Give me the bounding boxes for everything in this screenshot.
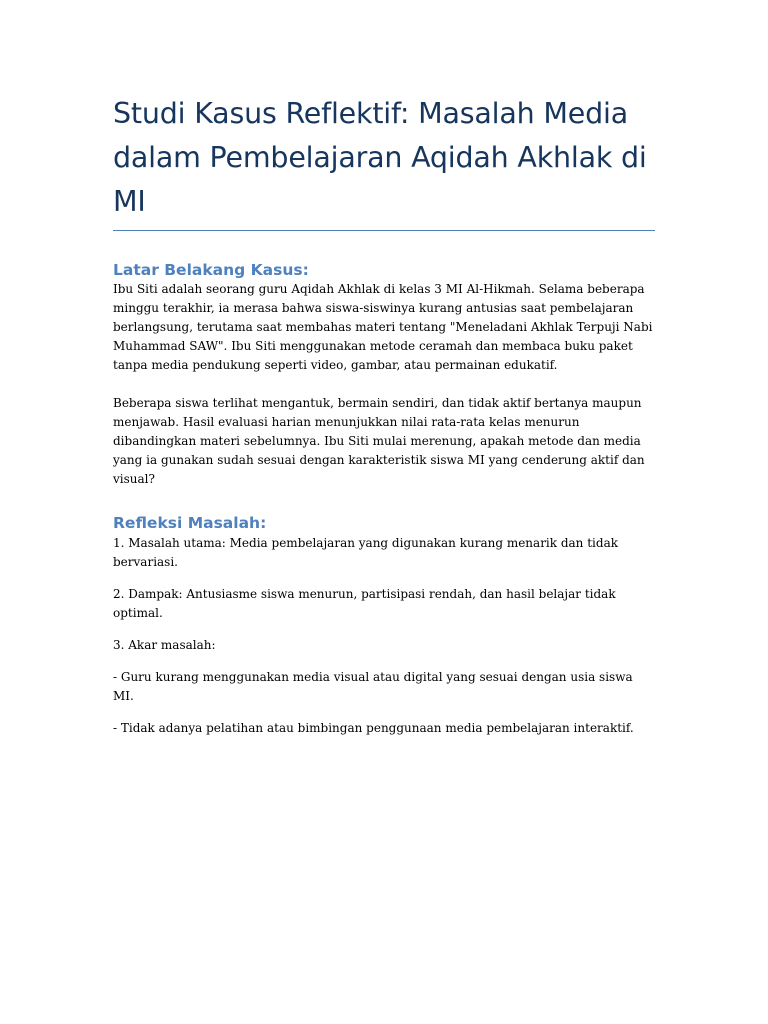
list-item: 2. Dampak: Antusiasme siswa menurun, partisipasi rendah, dan hasil belajar tidak optimal.: [113, 587, 616, 620]
section-heading-latar-belakang: Latar Belakang Kasus:: [113, 261, 309, 279]
document-title: Studi Kasus Reflektif: Masalah Media dalam Pembelajaran Aqidah Akhlak di MI: [113, 97, 647, 218]
list-item: 3. Akar masalah:: [113, 638, 216, 652]
section-latar-belakang: [113, 261, 655, 489]
list-item: - Tidak adanya pelatihan atau bimbingan penggunaan media pembelajaran interaktif.: [113, 721, 634, 735]
list-item: - Guru kurang menggunakan media visual atau digital yang sesuai dengan usia siswa MI.: [113, 670, 633, 703]
document-page: [113, 92, 655, 751]
paragraph-1: Ibu Siti adalah seorang guru Aqidah Akhlak di kelas 3 MI Al-Hikmah. Selama beberapa minggu terakhir, ia merasa bahwa siswa-siswinya kurang antusias saat pembelajaran berlangsung, terutama saat membahas materi tentang "Meneladani Akhlak Terpuji Nabi Muhammad SAW". Ibu Siti menggunakan metode ceramah dan membaca buku paket tanpa media pendukung seperti video, gambar, atau permainan edukatif.: [113, 282, 653, 372]
list-item: 1. Masalah utama: Media pembelajaran yang digunakan kurang menarik dan tidak bervariasi.: [113, 536, 618, 569]
refleksi-list: [113, 534, 655, 738]
section-refleksi-masalah: [113, 514, 655, 738]
paragraph-2: Beberapa siswa terlihat mengantuk, bermain sendiri, dan tidak aktif bertanya maupun menjawab. Hasil evaluasi harian menunjukkan nilai rata-rata kelas menurun dibandingkan materi sebelumnya. Ibu Siti mulai merenung, apakah metode dan media yang ia gunakan sudah sesuai dengan karakteristik siswa MI yang cenderung aktif dan visual?: [113, 396, 645, 486]
title-underline: [113, 230, 655, 231]
section-heading-refleksi-masalah: Refleksi Masalah:: [113, 514, 267, 532]
